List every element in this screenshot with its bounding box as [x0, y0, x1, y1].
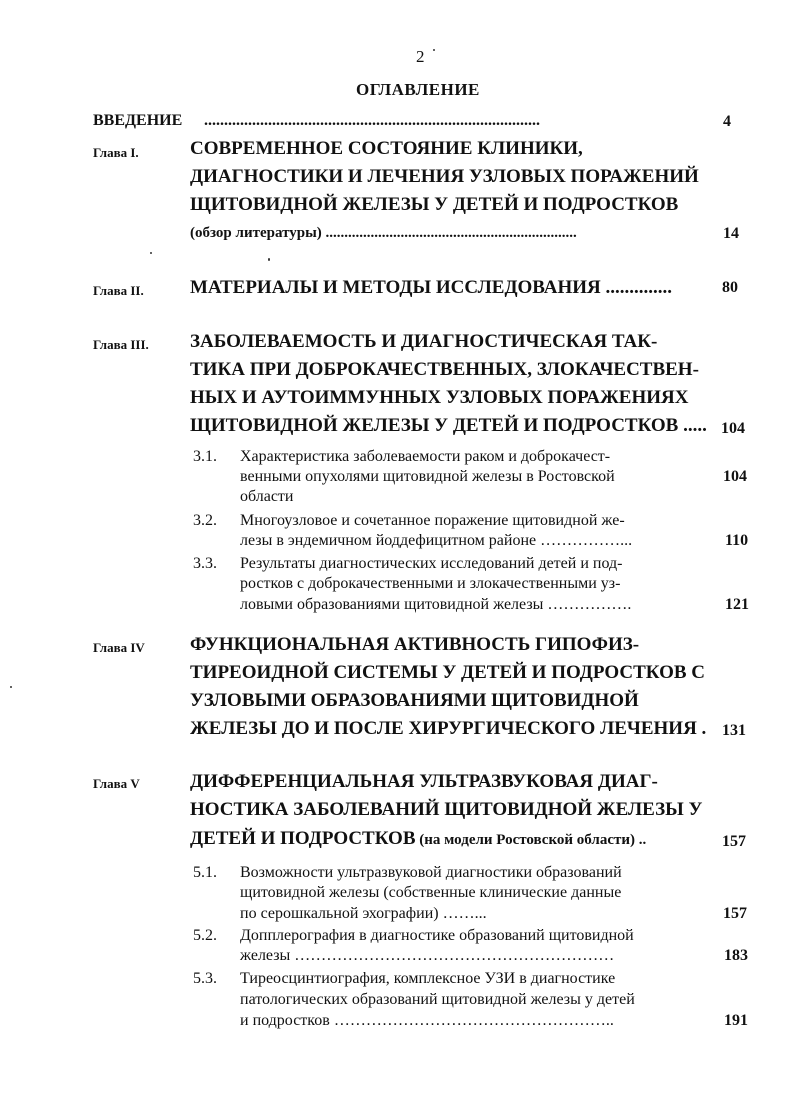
- chapter3-title-line-2: ТИКА ПРИ ДОБРОКАЧЕСТВЕННЫХ, ЗЛОКАЧЕСТВЕН-: [190, 359, 699, 380]
- section-3-1-line-2: венными опухолями щитовидной железы в Ростовской: [240, 468, 615, 485]
- chapter4-title-line-3: УЗЛОВЫМИ ОБРАЗОВАНИЯМИ ЩИТОВИДНОЙ: [190, 690, 639, 711]
- chapter5-page: 157: [722, 833, 746, 850]
- section-5-2-line-1: Допплерография в диагностике образований щитовидной: [240, 927, 634, 944]
- chapter5-tail-note: (на модели Ростовской области) ..: [415, 832, 647, 848]
- section-3-2-page: 110: [725, 532, 749, 549]
- chapter3-title-line-3: НЫХ И АУТОИММУННЫХ УЗЛОВЫХ ПОРАЖЕНИЯХ: [190, 387, 689, 408]
- section-5-3-line-2: патологических образований щитовидной железы у детей: [240, 991, 635, 1008]
- chapter4-title-line-4: ЖЕЛЕЗЫ ДО И ПОСЛЕ ХИРУРГИЧЕСКОГО ЛЕЧЕНИЯ .: [190, 718, 707, 739]
- chapter3-label: Глава III.: [93, 337, 149, 352]
- section-5-2-line-2: железы ……………………………………………………: [240, 947, 615, 964]
- intro-label: ВВЕДЕНИЕ: [93, 112, 183, 129]
- section-3-2-line-2: лезы в эндемичном йоддефицитном районе ……………...: [240, 532, 633, 549]
- chapter4-title-line-1: ФУНКЦИОНАЛЬНАЯ АКТИВНОСТЬ ГИПОФИЗ-: [190, 634, 640, 655]
- section-3-2-number: 3.2.: [193, 512, 217, 529]
- chapter5-title-line-1: ДИФФЕРЕНЦИАЛЬНАЯ УЛЬТРАЗВУКОВАЯ ДИАГ-: [190, 771, 658, 792]
- section-3-1-number: 3.1.: [193, 448, 217, 465]
- chapter3-title-line-4: ЩИТОВИДНОЙ ЖЕЛЕЗЫ У ДЕТЕЙ И ПОДРОСТКОВ .....: [190, 415, 707, 436]
- section-5-1-page: 157: [723, 905, 747, 922]
- chapter1-title-line-1: СОВРЕМЕННОЕ СОСТОЯНИЕ КЛИНИКИ,: [190, 138, 583, 159]
- scan-speck: [268, 258, 270, 261]
- section-5-1-line-1: Возможности ультразвуковой диагностики образований: [240, 864, 622, 881]
- section-5-2-page: 183: [724, 947, 748, 964]
- scan-speck: [150, 252, 152, 254]
- chapter5-tail-main: ДЕТЕЙ И ПОДРОСТКОВ: [190, 828, 416, 849]
- section-5-1-line-2: щитовидной железы (собственные клинические данные: [240, 884, 622, 901]
- scan-speck: [433, 49, 435, 51]
- chapter5-title-line-3: [190, 828, 646, 850]
- section-5-1-line-3: по серошкальной эхографии) ……...: [240, 905, 487, 922]
- section-5-1-number: 5.1.: [193, 864, 217, 881]
- chapter1-title-line-2: ДИАГНОСТИКИ И ЛЕЧЕНИЯ УЗЛОВЫХ ПОРАЖЕНИЙ: [190, 166, 699, 187]
- section-5-3-line-1: Тиреосцинтиография, комплексное УЗИ в диагностике: [240, 970, 616, 987]
- chapter5-label: Глава V: [93, 776, 140, 791]
- chapter1-tail: (обзор литературы) ...................................................................: [190, 225, 577, 241]
- section-3-3-page: 121: [725, 596, 749, 613]
- chapter2-title: МАТЕРИАЛЫ И МЕТОДЫ ИССЛЕДОВАНИЯ ..............: [190, 277, 673, 298]
- section-3-2-line-1: Многоузловое и сочетанное поражение щитовидной же-: [240, 512, 625, 529]
- chapter1-label: Глава I.: [93, 145, 139, 160]
- section-3-1-page: 104: [723, 468, 747, 485]
- section-3-3-line-2: ростков с доброкачественными и злокачественными уз-: [240, 575, 621, 592]
- page-number: 2: [416, 47, 425, 66]
- section-5-3-page: 191: [724, 1012, 748, 1029]
- toc-title: ОГЛАВЛЕНИЕ: [356, 80, 480, 99]
- section-5-3-number: 5.3.: [193, 970, 217, 987]
- chapter2-label: Глава II.: [93, 283, 144, 298]
- section-3-1-line-1: Характеристика заболеваемости раком и доброкачест-: [240, 448, 611, 465]
- section-3-1-line-3: области: [240, 488, 294, 505]
- intro-dots: ....................................................................................: [204, 112, 540, 129]
- intro-page: 4: [723, 113, 731, 130]
- chapter3-title-line-1: ЗАБОЛЕВАЕМОСТЬ И ДИАГНОСТИЧЕСКАЯ ТАК-: [190, 331, 658, 352]
- section-5-3-line-3: и подростков ……………………………………………..: [240, 1012, 614, 1029]
- chapter1-title-line-3: ЩИТОВИДНОЙ ЖЕЛЕЗЫ У ДЕТЕЙ И ПОДРОСТКОВ: [190, 194, 679, 215]
- chapter5-title-line-2: НОСТИКА ЗАБОЛЕВАНИЙ ЩИТОВИДНОЙ ЖЕЛЕЗЫ У: [190, 799, 703, 820]
- scan-speck: [10, 686, 12, 688]
- section-5-2-number: 5.2.: [193, 927, 217, 944]
- section-3-3-line-1: Результаты диагностических исследований детей и под-: [240, 555, 623, 572]
- chapter1-page: 14: [723, 225, 739, 242]
- chapter4-label: Глава IV: [93, 640, 145, 655]
- chapter2-page: 80: [722, 279, 738, 296]
- chapter3-page: 104: [721, 420, 745, 437]
- chapter4-title-line-2: ТИРЕОИДНОЙ СИСТЕМЫ У ДЕТЕЙ И ПОДРОСТКОВ С: [190, 662, 706, 683]
- section-3-3-line-3: ловыми образованиями щитовидной железы …………….: [240, 596, 632, 613]
- chapter4-page: 131: [722, 722, 746, 739]
- section-3-3-number: 3.3.: [193, 555, 217, 572]
